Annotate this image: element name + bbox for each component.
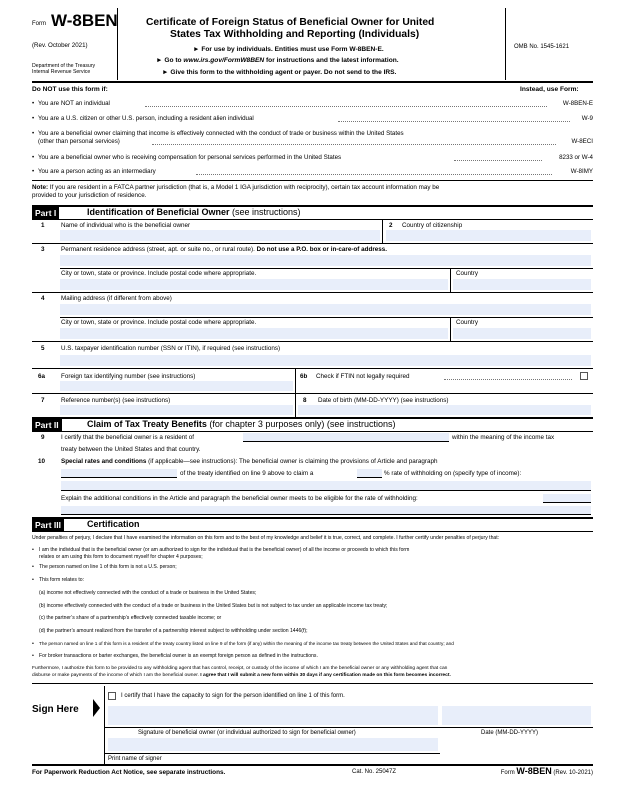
- city-label: City or town, state or province. Include postal code where appropriate.: [61, 319, 257, 326]
- triangle-icon: ►: [156, 57, 165, 64]
- part-3-label: Part III: [32, 519, 64, 532]
- mailing-address-input[interactable]: [60, 304, 591, 315]
- form-title-line1: Certificate of Foreign Status of Beneficial Owner for United: [146, 17, 435, 28]
- country-label: Country: [456, 319, 479, 326]
- capacity-checkbox[interactable]: [108, 692, 116, 700]
- foreign-tin-input[interactable]: [60, 381, 293, 391]
- print-name-input[interactable]: [108, 738, 438, 751]
- line2-label: Country of citizenship: [402, 222, 463, 229]
- residence-city-input[interactable]: [60, 279, 448, 290]
- part-2-title: Claim of Tax Treaty Benefits (for chapter 3 purposes only) (see instructions): [87, 419, 396, 429]
- city-label: City or town, state or province. Include postal code where appropriate.: [61, 270, 257, 277]
- sign-here-label: Sign Here: [32, 704, 79, 715]
- citizenship-country-input[interactable]: [386, 230, 591, 241]
- form-revision: (Rev. October 2021): [32, 42, 88, 49]
- triangle-icon: ►: [162, 69, 171, 76]
- treaty-country-input[interactable]: [243, 433, 449, 442]
- footer-form-id: Form W-8BEN (Rev. 10-2021): [500, 766, 593, 776]
- mailing-city-input[interactable]: [60, 328, 448, 339]
- additional-conditions-input[interactable]: [543, 494, 591, 503]
- form-number: W-8BEN: [51, 11, 118, 30]
- line4-label: Mailing address (if different from above): [61, 295, 172, 302]
- part-3-title: Certification: [87, 519, 140, 529]
- form-prefix: Form: [32, 21, 46, 27]
- date-label: Date (MM-DD-YYYY): [481, 730, 539, 736]
- treaty-article-input[interactable]: [61, 469, 177, 478]
- line8-label: Date of birth (MM-DD-YYYY) (see instructions): [318, 397, 449, 404]
- alt-form: W-9: [581, 115, 593, 122]
- line1-label: Name of individual who is the beneficial owner: [61, 222, 191, 229]
- line6a-label: Foreign tax identifying number (see instructions): [61, 373, 196, 380]
- country-label: Country: [456, 270, 479, 277]
- line3-label: Permanent residence address (street, apt. or suite no., or rural route). Do not use a P.O. box or in-care-of address.: [61, 246, 388, 253]
- additional-conditions-input-2[interactable]: [61, 506, 591, 515]
- perjury-intro: Under penalties of perjury, I declare that I have examined the information on this form and to the best of my knowledge and belief it is true, correct, and complete. I further certify under penalties of perjury that:: [32, 535, 500, 541]
- reference-number-input[interactable]: [60, 405, 293, 415]
- do-not-use-heading: Do NOT use this form if:: [32, 86, 108, 93]
- line9-label: I certify that the beneficial owner is a resident of: [61, 434, 195, 441]
- catalog-number: Cat. No. 25047Z: [352, 769, 397, 775]
- dept-treasury: Department of the Treasury: [32, 63, 96, 69]
- date-of-birth-input[interactable]: [298, 405, 591, 415]
- fatca-note: Note: If you are resident in a FATCA partner jurisdiction (that is, a Model 1 IGA jurisdiction with reciprocity), certain tax account information may be: [32, 184, 440, 191]
- signature-date-input[interactable]: [442, 706, 591, 725]
- sign-arrow-icon: [93, 699, 100, 717]
- form-title-line2: States Tax Withholding and Reporting (Individuals): [170, 29, 420, 40]
- irs-label: Internal Revenue Service: [32, 69, 91, 75]
- instruction-3: ► Give this form to the withholding agent or payer. Do not send to the IRS.: [162, 69, 397, 76]
- omb-number: OMB No. 1545-1621: [514, 44, 570, 50]
- residence-address-input[interactable]: [60, 255, 591, 266]
- line10-label: Special rates and conditions (if applicable—see instructions): The beneficial owner is claiming the provisions of Article and paragraph: [61, 458, 438, 465]
- part-1-label: Part I: [32, 207, 59, 220]
- instead-heading: Instead, use Form:: [520, 86, 579, 93]
- signature-input[interactable]: [108, 706, 438, 725]
- name-input[interactable]: [60, 230, 380, 241]
- part-2-label: Part II: [32, 419, 62, 432]
- line6b-label: Check if FTIN not legally required: [316, 373, 410, 380]
- alt-form: 8233 or W-4: [559, 154, 593, 161]
- print-name-label: Print name of signer: [108, 756, 162, 762]
- alt-form: W-8IMY: [570, 168, 593, 175]
- ftin-not-required-checkbox[interactable]: [580, 372, 588, 380]
- paperwork-notice: For Paperwork Reduction Act Notice, see separate instructions.: [32, 769, 226, 776]
- part-1-title: Identification of Beneficial Owner (see instructions): [87, 207, 301, 217]
- capacity-label: I certify that I have the capacity to sign for the person identified on line 1 of this form.: [121, 693, 345, 699]
- line7-label: Reference number(s) (see instructions): [61, 397, 171, 404]
- triangle-icon: ►: [193, 46, 202, 53]
- income-type-input[interactable]: [61, 481, 591, 491]
- instruction-1: ► For use by individuals. Entities must use Form W-8BEN-E.: [193, 46, 384, 53]
- signature-label: Signature of beneficial owner (or individual authorized to sign for beneficial owner): [138, 730, 356, 736]
- withholding-rate-input[interactable]: [357, 469, 382, 478]
- alt-form: W-8BEN-E: [562, 100, 593, 107]
- alt-form: W-8ECI: [571, 138, 593, 145]
- residence-country-input[interactable]: [453, 279, 591, 290]
- line5-label: U.S. taxpayer identification number (SSN or ITIN), if required (see instructions): [61, 345, 281, 352]
- irs-url[interactable]: www.irs.gov/FormW8BEN: [183, 57, 265, 64]
- mailing-country-input[interactable]: [453, 328, 591, 339]
- us-tin-input[interactable]: [60, 355, 591, 366]
- instruction-2: ► Go to www.irs.gov/FormW8BEN for instructions and the latest information.: [156, 57, 399, 64]
